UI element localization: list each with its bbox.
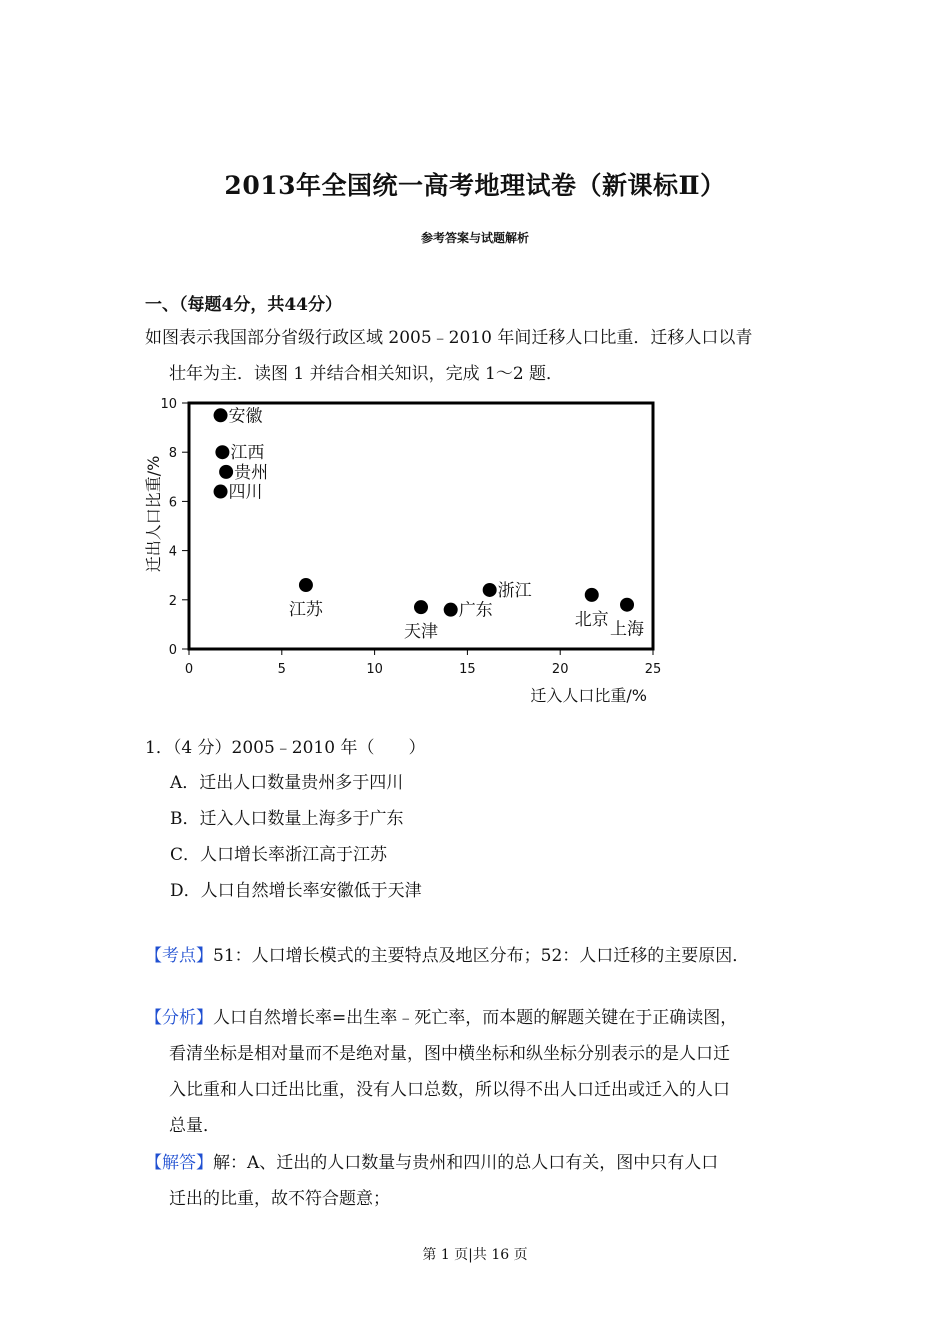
option-a: A．迁出人口数量贵州多于四川 [170, 773, 404, 793]
jieda-line: 解：A、迁出的人口数量与贵州和四川的总人口有关，图中只有人口 [213, 1153, 719, 1173]
data-point [214, 485, 228, 499]
y-tick-label: 8 [168, 446, 177, 462]
kaodian-text: 51：人口增长模式的主要特点及地区分布；52：人口迁移的主要原因． [213, 946, 750, 966]
option-b: B．迁入人口数量上海多于广东 [170, 809, 404, 829]
data-point-label: 广东 [458, 600, 493, 621]
data-point-label: 安徽 [228, 406, 263, 427]
option-c: C．人口增长率浙江高于江苏 [170, 845, 388, 865]
y-tick-label: 6 [168, 495, 177, 511]
data-point [444, 603, 458, 617]
page-footer: 第 1 页|共 16 页 [422, 1247, 528, 1263]
data-point [219, 465, 233, 479]
data-point-label: 上海 [610, 619, 645, 640]
data-point [414, 600, 428, 614]
document-title: 2013年全国统一高考地理试卷（新课标Ⅱ） [224, 171, 726, 200]
data-point [483, 583, 497, 597]
intro-paragraph [145, 320, 815, 392]
section-heading: 一、（每题4分，共44分） [145, 295, 342, 315]
data-point-label: 江苏 [288, 600, 323, 621]
x-tick-label: 25 [644, 662, 662, 677]
y-tick-label: 2 [168, 593, 177, 609]
x-tick-label: 5 [277, 662, 286, 677]
intro-line: 壮年为主．读图 1 并结合相关知识，完成 1～2 题． [169, 364, 564, 384]
fenxi-line: 总量． [169, 1116, 220, 1136]
fenxi-block [145, 1000, 815, 1144]
data-point [214, 408, 228, 422]
y-axis-label: 迁出人口比重/% [144, 455, 163, 573]
data-point [299, 578, 313, 592]
y-tick-label: 4 [168, 544, 177, 560]
x-tick-label: 0 [184, 662, 194, 677]
x-tick-label: 15 [459, 662, 476, 677]
question-stem: 1．（4 分）2005﹣2010 年（ ） [145, 738, 426, 758]
document-subtitle: 参考答案与试题解析 [420, 231, 529, 245]
data-point-label: 贵州 [234, 462, 269, 483]
fenxi-line: 入比重和人口迁出比重，没有人口总数，所以得不出人口迁出或迁入的人口 [169, 1080, 730, 1100]
y-tick-label: 10 [160, 397, 177, 412]
x-axis-label: 迁入人口比重/% [530, 686, 647, 705]
intro-line: 如图表示我国部分省级行政区域 2005﹣2010 年间迁移人口比重．迁移人口以青 [145, 328, 753, 348]
jieda-line: 迁出的比重，故不符合题意； [169, 1189, 390, 1209]
data-point [620, 598, 634, 612]
fenxi-tag: 【分析】 [145, 1008, 213, 1028]
kaodian-block [145, 938, 815, 974]
fenxi-line: 人口自然增长率=出生率﹣死亡率，而本题的解题关键在于正确读图， [213, 1008, 738, 1028]
data-point-label: 天津 [404, 622, 438, 643]
x-tick-label: 10 [366, 662, 383, 677]
data-point-label: 四川 [228, 482, 263, 503]
fenxi-line: 看清坐标是相对量而不是绝对量，图中横坐标和纵坐标分别表示的是人口迁 [169, 1044, 730, 1064]
data-point [215, 445, 229, 459]
migration-scatter-chart [135, 395, 675, 707]
data-point [585, 588, 599, 602]
y-tick-label: 0 [168, 643, 177, 658]
kaodian-tag: 【考点】 [145, 946, 213, 966]
x-tick-label: 20 [551, 662, 569, 677]
data-point-label: 浙江 [497, 580, 532, 601]
jieda-block [145, 1145, 815, 1217]
data-point-label: 江西 [230, 443, 265, 464]
data-point-label: 北京 [574, 609, 609, 630]
jieda-tag: 【解答】 [145, 1153, 213, 1173]
option-d: D．人口自然增长率安徽低于天津 [170, 881, 422, 901]
